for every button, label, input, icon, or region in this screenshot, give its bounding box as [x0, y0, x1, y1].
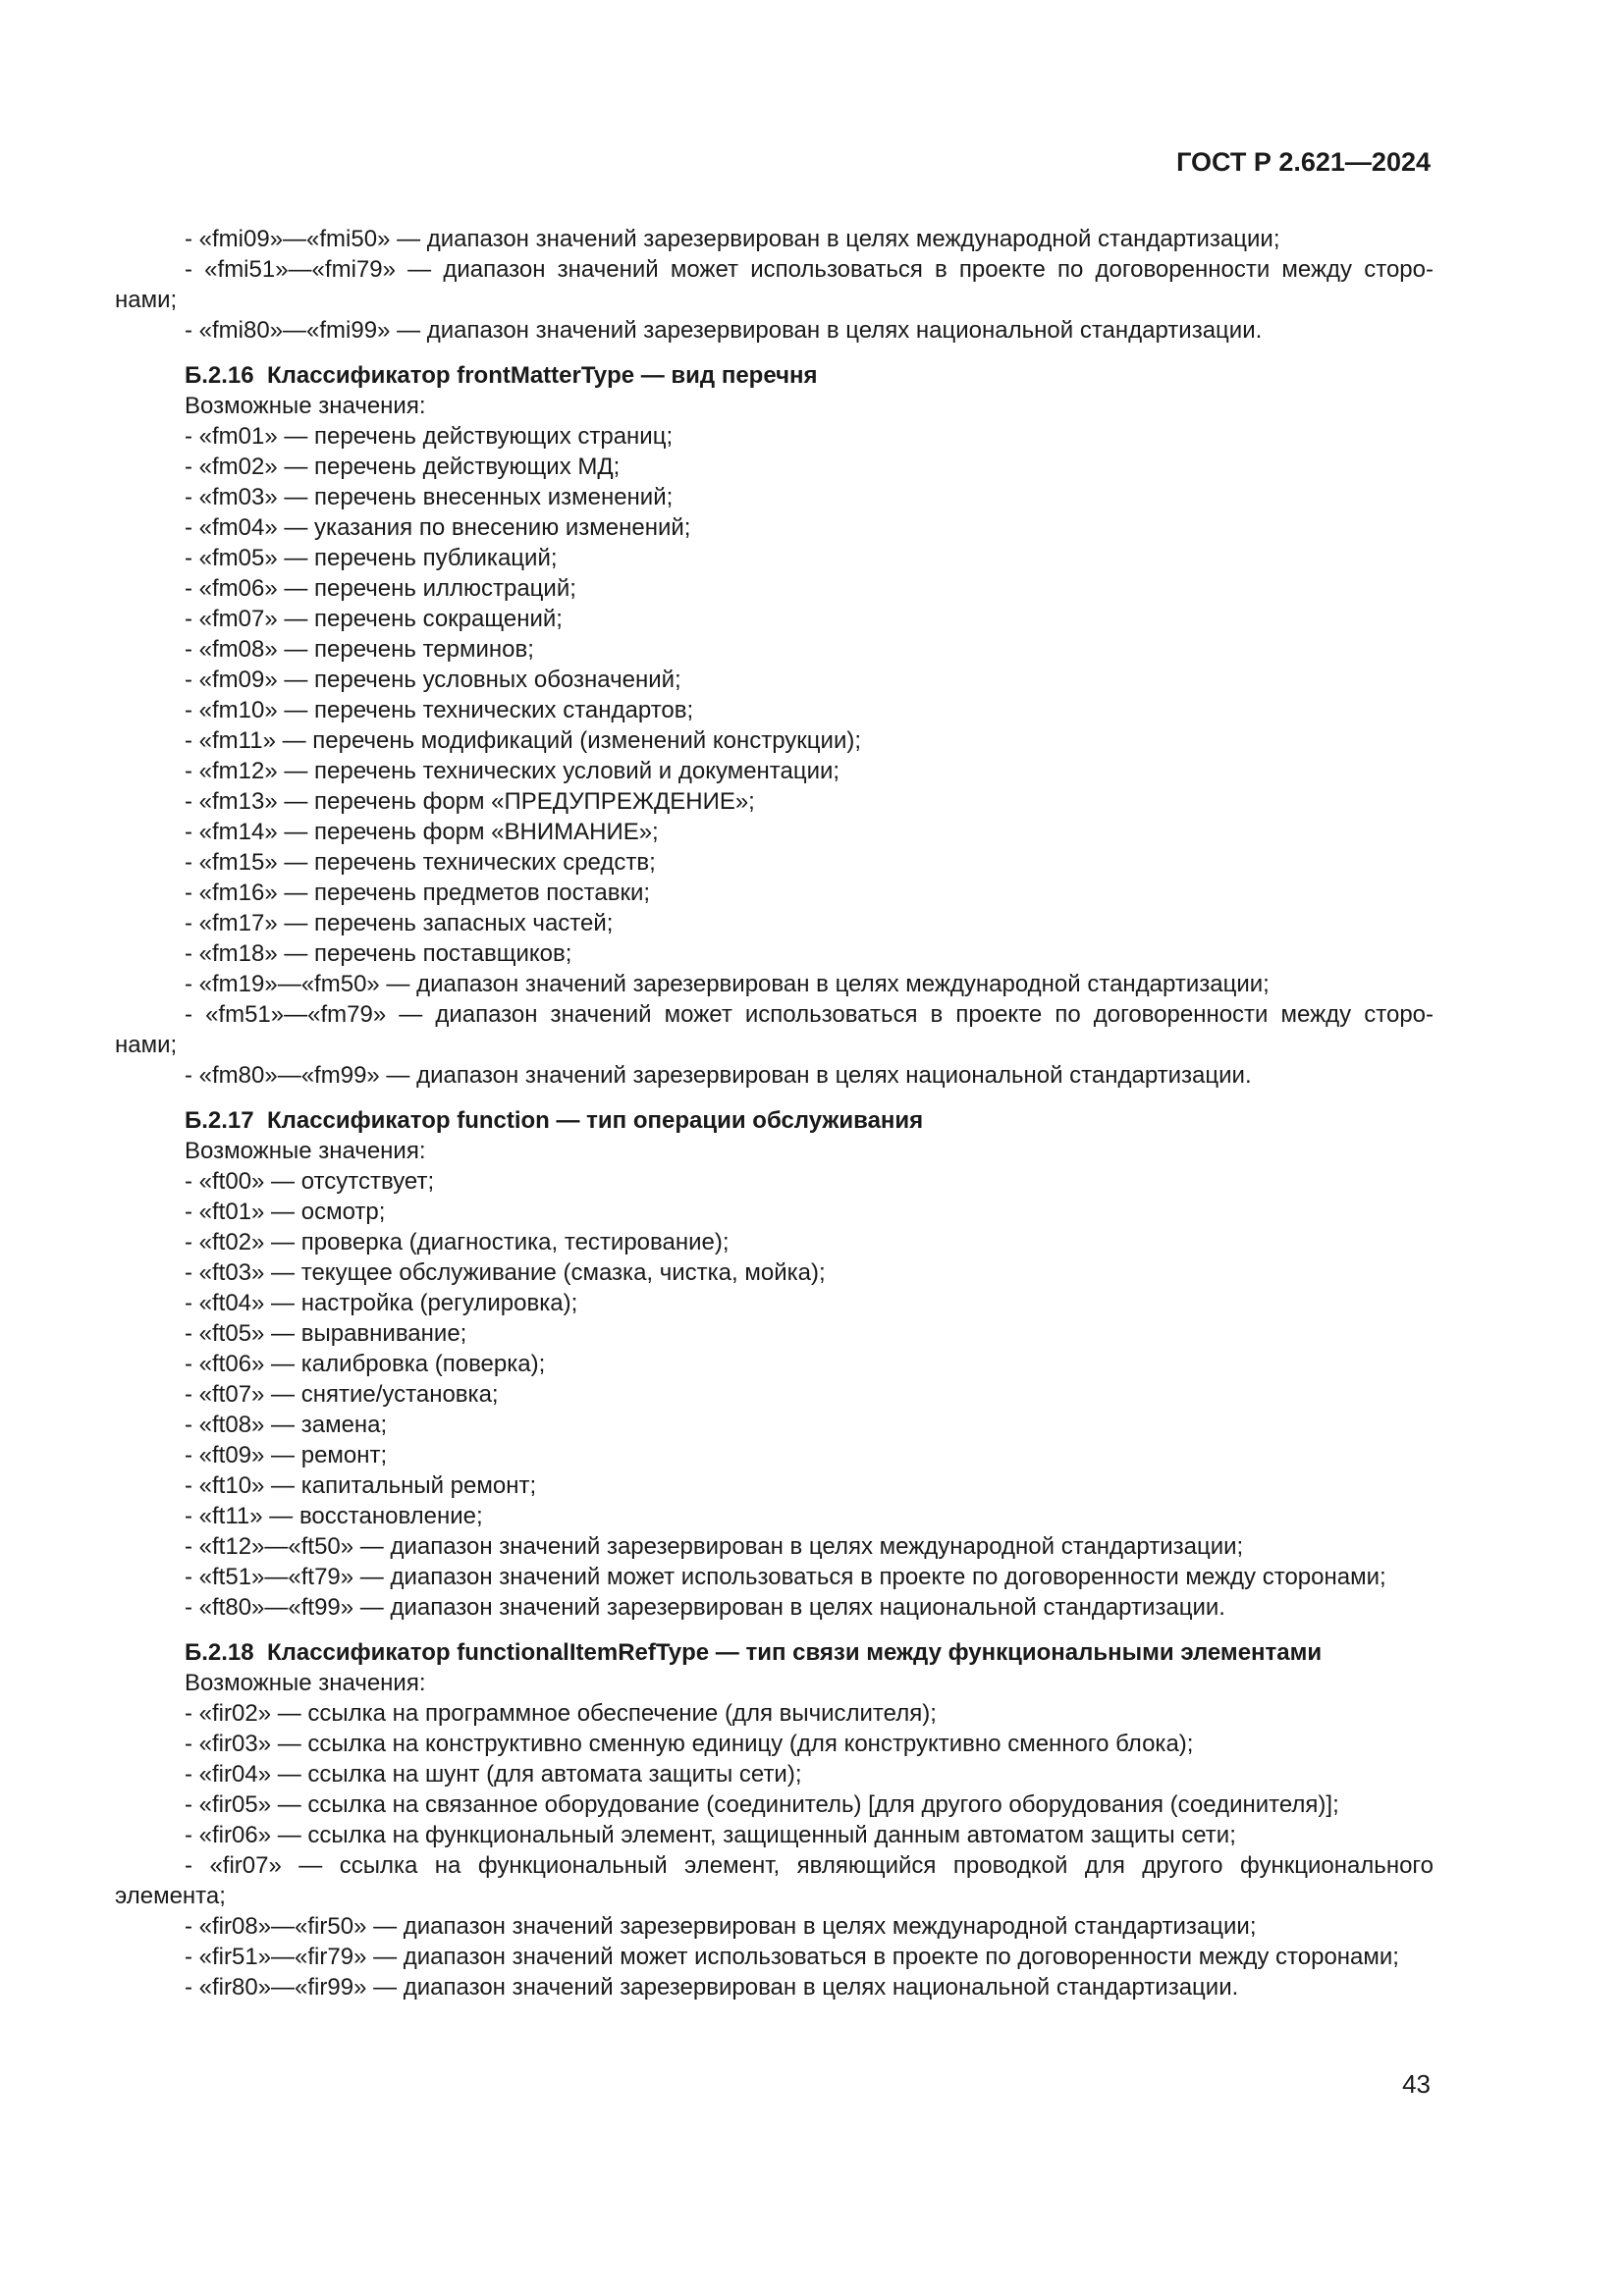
text-line: - «fm80»—«fm99» — диапазон значений зарезервирован в целях национальной стандартизации. [185, 1062, 1252, 1089]
text-line: Возможные значения: [185, 1670, 426, 1696]
text-line: Б.2.17 Классификатор function — тип операции обслуживания [185, 1107, 924, 1134]
text-line: - «fm01» — перечень действующих страниц; [185, 423, 674, 450]
text-line: - «fir03» — ссылка на конструктивно сменную единицу (для конструктивно сменного блока); [185, 1731, 1194, 1757]
text-line: - «fm16» — перечень предметов поставки; [185, 880, 651, 906]
text-line: - «fm06» — перечень иллюстраций; [185, 575, 576, 602]
text-line: - «ft51»—«ft79» — диапазон значений может использоваться в проекте по договоренности между сторонами; [185, 1564, 1386, 1590]
text-line: - «ft10» — капитальный ремонт; [185, 1472, 537, 1499]
text-line: - «ft00» — отсутствует; [185, 1168, 435, 1195]
text-line: - «fmi09»—«fmi50» — диапазон значений зарезервирован в целях международной стандартизации; [185, 226, 1280, 252]
text-line: - «fm11» — перечень модификаций (изменений конструкции); [185, 727, 862, 754]
text-line: - «fm17» — перечень запасных частей; [185, 910, 614, 936]
page-body-text [115, 224, 1434, 2002]
text-line: - «fm15» — перечень технических средств; [185, 849, 656, 876]
text-line: нами; [115, 1032, 178, 1058]
text-line: - «ft08» — замена; [185, 1412, 388, 1438]
text-line: - «fm14» — перечень форм «ВНИМАНИЕ»; [185, 819, 659, 845]
text-line: - «fm09» — перечень условных обозначений; [185, 667, 681, 693]
text-line: - «ft06» — калибровка (поверка); [185, 1351, 546, 1377]
text-line: элемента; [115, 1883, 226, 1909]
text-line: - «fm12» — перечень технических условий и документации; [185, 758, 840, 784]
text-line: - «fm02» — перечень действующих МД; [185, 454, 621, 480]
text-line: - «fmi80»—«fmi99» — диапазон значений зарезервирован в целях национальной стандартизации. [185, 317, 1263, 344]
text-line: - «ft01» — осмотр; [185, 1199, 386, 1225]
text-line: Б.2.18 Классификатор functionalItemRefType — тип связи между функциональными элементами [185, 1639, 1323, 1666]
text-line: - «fir06» — ссылка на функциональный элемент, защищенный данным автоматом защиты сети; [185, 1822, 1236, 1848]
text-line: - «fm08» — перечень терминов; [185, 636, 534, 663]
text-line: - «fm03» — перечень внесенных изменений; [185, 484, 674, 510]
text-line: - «ft02» — проверка (диагностика, тестирование); [185, 1229, 730, 1255]
text-line: - «fir02» — ссылка на программное обеспечение (для вычислителя); [185, 1700, 937, 1727]
text-line: Возможные значения: [185, 1138, 426, 1164]
text-line: - «fm51»—«fm79» — диапазон значений может использоваться в проекте по договоренности между сторо- [185, 1001, 1434, 1028]
text-line: - «ft04» — настройка (регулировка); [185, 1290, 578, 1316]
text-line: - «fm10» — перечень технических стандартов; [185, 697, 694, 723]
text-line: - «ft05» — выравнивание; [185, 1320, 467, 1347]
page-number: 43 [1402, 2069, 1431, 2099]
text-line: - «fir04» — ссылка на шунт (для автомата защиты сети); [185, 1761, 802, 1788]
text-line: Б.2.16 Классификатор frontMatterType — вид перечня [185, 362, 818, 389]
text-line: - «fir51»—«fir79» — диапазон значений может использоваться в проекте по договоренности между сторонами; [185, 1944, 1399, 1970]
text-line: - «ft11» — восстановление; [185, 1503, 483, 1529]
text-line: - «fm18» — перечень поставщиков; [185, 940, 572, 967]
text-line: - «ft07» — снятие/установка; [185, 1381, 499, 1408]
text-line: нами; [115, 287, 178, 313]
text-line: - «fir08»—«fir50» — диапазон значений зарезервирован в целях международной стандартизации; [185, 1913, 1257, 1940]
text-line: - «fir07» — ссылка на функциональный элемент, являющийся проводкой для другого функционального [185, 1852, 1434, 1879]
text-line: - «ft80»—«ft99» — диапазон значений зарезервирован в целях национальной стандартизации. [185, 1594, 1225, 1621]
text-line: - «fm05» — перечень публикаций; [185, 545, 558, 571]
text-line: - «fm04» — указания по внесению изменений; [185, 514, 691, 541]
text-line: - «fir80»—«fir99» — диапазон значений зарезервирован в целях национальной стандартизации. [185, 1974, 1239, 2001]
text-line: - «fir05» — ссылка на связанное оборудование (соединитель) [для другого оборудования (соединителя)]; [185, 1791, 1339, 1818]
text-line: - «fm19»—«fm50» — диапазон значений зарезервирован в целях международной стандартизации; [185, 971, 1270, 997]
text-line: Возможные значения: [185, 393, 426, 419]
text-line: - «fm07» — перечень сокращений; [185, 606, 563, 632]
running-header-standard-designation: ГОСТ Р 2.621—2024 [1176, 147, 1431, 177]
text-line: - «fmi51»—«fmi79» — диапазон значений может использоваться в проекте по договоренности между сторо- [185, 256, 1434, 283]
text-line: - «ft09» — ремонт; [185, 1442, 388, 1468]
text-line: - «ft12»—«ft50» — диапазон значений зарезервирован в целях международной стандартизации; [185, 1533, 1244, 1560]
text-line: - «fm13» — перечень форм «ПРЕДУПРЕЖДЕНИЕ»; [185, 788, 755, 815]
text-line: - «ft03» — текущее обслуживание (смазка, чистка, мойка); [185, 1259, 826, 1286]
